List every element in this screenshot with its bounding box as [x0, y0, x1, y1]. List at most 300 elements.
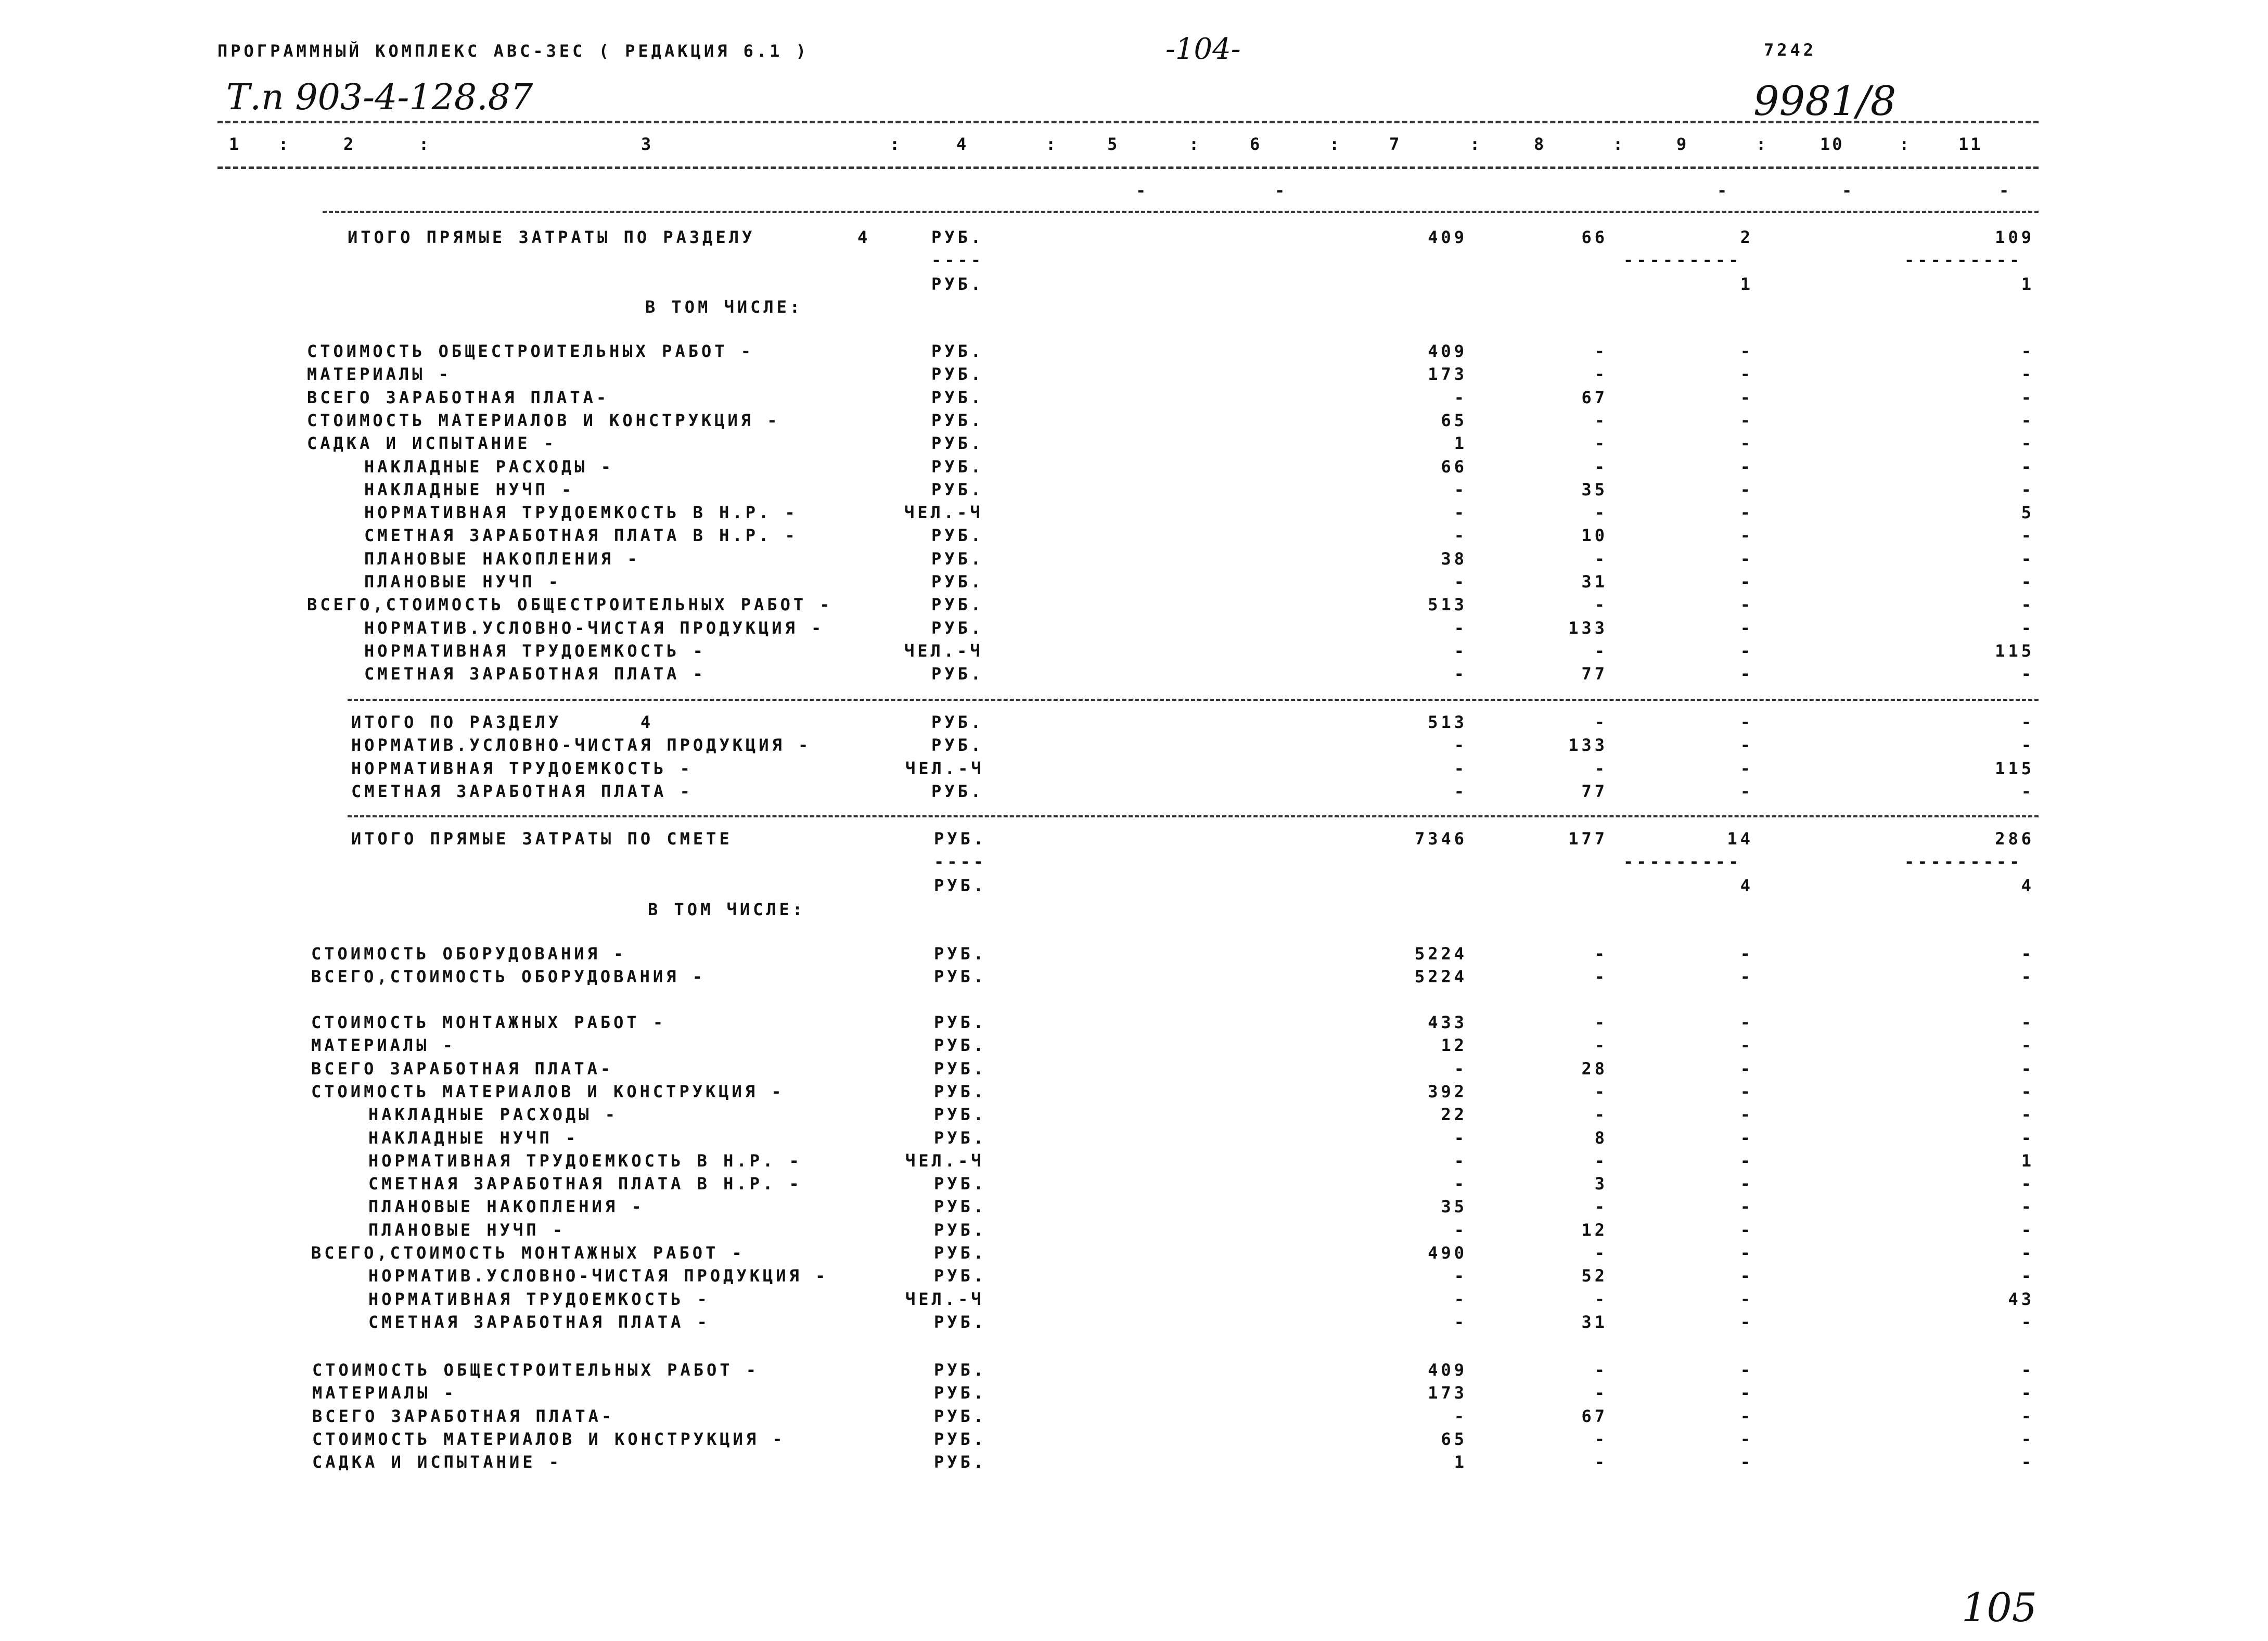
row-value-col8: 35	[1581, 479, 1608, 499]
including-label-1: В ТОМ ЧИСЛЕ:	[645, 297, 803, 317]
row-value-col7: -	[1454, 1220, 1467, 1240]
row-label: НОРМАТИВНАЯ ТРУДОЕМКОСТЬ В Н.Р. -	[364, 503, 798, 523]
row-value-col11: -	[2021, 1406, 2034, 1426]
row-value-col8: -	[1594, 640, 1608, 661]
row-value-col11: -	[2021, 341, 2034, 361]
row-value-col11: -	[2021, 1220, 2034, 1240]
row-unit: РУБ.	[934, 1081, 987, 1101]
row-label: ПЛАНОВЫЕ НАКОПЛЕНИЯ -	[368, 1197, 645, 1217]
row-value-col7: 490	[1428, 1243, 1467, 1263]
row-label: НОРМАТИВНАЯ ТРУДОЕМКОСТЬ В Н.Р. -	[368, 1150, 802, 1171]
row-unit: РУБ.	[934, 1127, 987, 1148]
estimate-total-c9: 14	[1727, 829, 1753, 849]
row-label: НОРМАТИВ.УСЛОВНО-ЧИСТАЯ ПРОДУКЦИЯ -	[368, 1266, 829, 1286]
row-value-col9: -	[1740, 433, 1753, 454]
row-value-col8: -	[1594, 1383, 1608, 1403]
row-label: СТОИМОСТЬ МАТЕРИАЛОВ И КОНСТРУКЦИЯ -	[307, 410, 780, 430]
row-value-col9: -	[1740, 1012, 1753, 1032]
row-value-col7: -	[1454, 503, 1467, 523]
row-value-col9: -	[1740, 525, 1753, 546]
estimate-total-unit2: РУБ.	[934, 876, 987, 895]
project-code: Т.п 903-4-128.87	[226, 77, 533, 118]
column-separator: :	[1046, 134, 1058, 154]
row-value-col8: 133	[1568, 618, 1608, 638]
row-value-col11: -	[2021, 456, 2034, 477]
row-value-col9: -	[1740, 1105, 1753, 1125]
row-value-col7: -	[1454, 758, 1467, 778]
row-unit: РУБ.	[931, 735, 984, 755]
row-value-col9: -	[1740, 410, 1753, 430]
row-label: НОРМАТИВНАЯ ТРУДОЕМКОСТЬ -	[364, 640, 706, 661]
row-label: ВСЕГО ЗАРАБОТНАЯ ПЛАТА-	[312, 1406, 615, 1426]
row-label: МАТЕРИАЛЫ -	[312, 1383, 457, 1403]
row-value-col8: -	[1594, 1197, 1608, 1217]
row-value-col11: -	[2021, 781, 2034, 801]
row-value-col8: -	[1594, 944, 1608, 964]
row-value-col9: -	[1740, 387, 1753, 407]
row-value-col11: -	[2021, 712, 2034, 732]
row-value-col11: -	[2021, 572, 2034, 592]
row-value-col9: -	[1740, 735, 1753, 755]
column-number: 8	[1534, 134, 1546, 154]
row-label: СМЕТНАЯ ЗАРАБОТНАЯ ПЛАТА -	[351, 781, 693, 801]
row-unit: РУБ.	[931, 410, 984, 430]
column-number: 11	[1958, 134, 1983, 154]
row-value-col7: -	[1454, 387, 1467, 407]
row-value-col9: -	[1740, 1174, 1753, 1194]
row-value-col11: -	[2021, 735, 2034, 755]
row-value-col7: 513	[1428, 712, 1467, 732]
row-value-col9: -	[1740, 456, 1753, 477]
row-value-col8: -	[1594, 712, 1608, 732]
row-value-col8: -	[1594, 1452, 1608, 1472]
row-unit: РУБ.	[931, 595, 984, 615]
row-value-col8: 31	[1581, 1312, 1608, 1332]
section-rule	[323, 211, 2039, 213]
row-value-col9: -	[1740, 1452, 1753, 1472]
column-number: 2	[343, 134, 356, 154]
row-value-col9: -	[1740, 595, 1753, 615]
row-value-col11: -	[2021, 595, 2034, 615]
row-unit: РУБ.	[934, 1266, 987, 1286]
row-label: ПЛАНОВЫЕ НУЧП -	[364, 572, 561, 592]
row-label: СМЕТНАЯ ЗАРАБОТНАЯ ПЛАТА В Н.Р. -	[364, 525, 798, 546]
row-unit: РУБ.	[931, 341, 984, 361]
row-unit: РУБ.	[931, 456, 984, 477]
section-total-c8: 66	[1581, 227, 1608, 247]
row-value-col8: -	[1594, 758, 1608, 778]
row-value-col7: -	[1454, 1266, 1467, 1286]
row-value-col9: -	[1740, 640, 1753, 661]
row-value-col8: -	[1594, 1035, 1608, 1056]
row-value-col11: 5	[2021, 503, 2034, 523]
row-value-col11: -	[2021, 1012, 2034, 1032]
row-value-col9: -	[1740, 1429, 1753, 1449]
section-total-unit: РУБ.	[931, 227, 984, 247]
row-value-col9: -	[1740, 572, 1753, 592]
row-value-col7: -	[1454, 640, 1467, 661]
column-separator: :	[278, 134, 291, 154]
row-label: МАТЕРИАЛЫ -	[311, 1035, 456, 1056]
row-value-col8: 77	[1581, 664, 1608, 684]
row-unit: РУБ.	[934, 944, 987, 964]
row-value-col8: 77	[1581, 781, 1608, 801]
row-value-col11: -	[2021, 387, 2034, 407]
row-value-col7: 35	[1441, 1197, 1467, 1217]
row-mark: -	[1842, 181, 1855, 200]
row-value-col7: 409	[1428, 1360, 1467, 1380]
estimate-total-sep-c11: ---------	[1904, 852, 2023, 871]
row-unit: ЧЕЛ.-Ч	[905, 1289, 984, 1309]
row-label: МАТЕРИАЛЫ -	[307, 364, 452, 384]
row-value-col9: -	[1740, 479, 1753, 499]
section-total-c11: 109	[1995, 227, 2034, 247]
row-label: ИТОГО ПО РАЗДЕЛУ 4	[351, 712, 654, 732]
row-value-col11: -	[2021, 967, 2034, 987]
row-label: СМЕТНАЯ ЗАРАБОТНАЯ ПЛАТА В Н.Р. -	[368, 1174, 802, 1194]
row-label: СМЕТНАЯ ЗАРАБОТНАЯ ПЛАТА -	[364, 664, 706, 684]
row-unit: РУБ.	[934, 1012, 987, 1032]
row-label: НАКЛАДНЫЕ НУЧП -	[368, 1127, 579, 1148]
header-bottom-rule	[217, 166, 2039, 169]
row-value-col7: 513	[1428, 595, 1467, 615]
block2-end-rule	[348, 815, 2039, 817]
row-value-col9: -	[1740, 1035, 1753, 1056]
row-value-col9: -	[1740, 1406, 1753, 1426]
row-label: ПЛАНОВЫЕ НАКОПЛЕНИЯ -	[364, 548, 640, 569]
row-label: НАКЛАДНЫЕ НУЧП -	[364, 479, 575, 499]
row-value-col11: -	[2021, 479, 2034, 499]
row-value-col7: 173	[1428, 1383, 1467, 1403]
row-value-col8: 3	[1594, 1174, 1608, 1194]
program-header: ПРОГРАММНЫЙ КОМПЛЕКС АВС-3ЕС ( РЕДАКЦИЯ 6.1 )	[217, 41, 809, 61]
row-value-col7: 1	[1454, 1452, 1467, 1472]
row-value-col11: -	[2021, 1035, 2034, 1056]
row-value-col8: -	[1594, 503, 1608, 523]
column-number: 9	[1676, 134, 1689, 154]
row-value-col9: -	[1740, 758, 1753, 778]
row-value-col11: -	[2021, 1383, 2034, 1403]
row-value-col9: -	[1740, 1197, 1753, 1217]
section-total-number: 4	[857, 227, 871, 247]
row-label: СТОИМОСТЬ МАТЕРИАЛОВ И КОНСТРУКЦИЯ -	[311, 1081, 785, 1101]
row-label: ВСЕГО ЗАРАБОТНАЯ ПЛАТА-	[307, 387, 610, 407]
row-value-col9: -	[1740, 1360, 1753, 1380]
section-total-unit2: РУБ.	[931, 274, 984, 294]
row-value-col11: 115	[1995, 758, 2034, 778]
document-code: 7242	[1764, 40, 1817, 60]
row-value-col11: -	[2021, 1058, 2034, 1079]
row-value-col7: -	[1454, 781, 1467, 801]
row-value-col11: -	[2021, 664, 2034, 684]
row-value-col9: -	[1740, 1081, 1753, 1101]
row-value-col7: -	[1454, 735, 1467, 755]
row-value-col8: -	[1594, 1289, 1608, 1309]
row-label: НОРМАТИВ.УСЛОВНО-ЧИСТАЯ ПРОДУКЦИЯ -	[351, 735, 812, 755]
row-unit: РУБ.	[934, 1406, 987, 1426]
row-value-col9: -	[1740, 503, 1753, 523]
row-value-col7: -	[1454, 1406, 1467, 1426]
column-separator: :	[419, 134, 431, 154]
row-value-col8: -	[1594, 456, 1608, 477]
row-value-col11: -	[2021, 1174, 2034, 1194]
row-value-col9: -	[1740, 1289, 1753, 1309]
row-value-col7: -	[1454, 479, 1467, 499]
row-value-col8: 10	[1581, 525, 1608, 546]
row-label: САДКА И ИСПЫТАНИЕ -	[312, 1452, 562, 1472]
row-unit: РУБ.	[931, 387, 984, 407]
row-value-col11: -	[2021, 1312, 2034, 1332]
row-value-col8: -	[1594, 341, 1608, 361]
row-unit: РУБ.	[934, 1312, 987, 1332]
row-value-col8: -	[1594, 967, 1608, 987]
row-unit: РУБ.	[934, 1058, 987, 1079]
column-separator: :	[1756, 134, 1769, 154]
row-label: НАКЛАДНЫЕ РАСХОДЫ -	[364, 456, 614, 477]
row-label: СТОИМОСТЬ ОБОРУДОВАНИЯ -	[311, 944, 627, 964]
row-unit: РУБ.	[934, 1429, 987, 1449]
section-total-sep-c9: ---------	[1623, 250, 1742, 270]
row-label: СТОИМОСТЬ ОБЩЕСТРОИТЕЛЬНЫХ РАБОТ -	[307, 341, 754, 361]
row-value-col8: 52	[1581, 1266, 1608, 1286]
row-value-col9: -	[1740, 664, 1753, 684]
section-total-label: ИТОГО ПРЯМЫЕ ЗАТРАТЫ ПО РАЗДЕЛУ	[348, 227, 755, 247]
row-value-col7: 38	[1441, 548, 1467, 569]
column-separator: :	[1329, 134, 1342, 154]
page-number: -104-	[1165, 32, 1241, 66]
column-separator: :	[1613, 134, 1625, 154]
row-value-col9: -	[1740, 967, 1753, 987]
row-value-col7: -	[1454, 1289, 1467, 1309]
row-value-col7: -	[1454, 664, 1467, 684]
row-value-col11: -	[2021, 1360, 2034, 1380]
row-value-col7: 22	[1441, 1105, 1467, 1125]
row-value-col9: -	[1740, 944, 1753, 964]
row-value-col11: -	[2021, 1105, 2034, 1125]
row-label: ПЛАНОВЫЕ НУЧП -	[368, 1220, 566, 1240]
row-unit: ЧЕЛ.-Ч	[904, 640, 983, 661]
section-total-sep-c11: ---------	[1904, 250, 2023, 270]
row-value-col8: -	[1594, 364, 1608, 384]
row-value-col8: -	[1594, 410, 1608, 430]
row-value-col9: -	[1740, 548, 1753, 569]
row-value-col7: 409	[1428, 341, 1467, 361]
row-unit: РУБ.	[931, 664, 984, 684]
row-value-col11: -	[2021, 1452, 2034, 1472]
block1-end-rule	[348, 699, 2039, 701]
row-value-col11: -	[2021, 410, 2034, 430]
row-value-col11: -	[2021, 1243, 2034, 1263]
row-value-col7: 65	[1441, 1429, 1467, 1449]
row-value-col7: -	[1454, 618, 1467, 638]
row-label: НОРМАТИВ.УСЛОВНО-ЧИСТАЯ ПРОДУКЦИЯ -	[364, 618, 825, 638]
row-value-col8: -	[1594, 1012, 1608, 1032]
row-unit: РУБ.	[931, 781, 984, 801]
row-unit: РУБ.	[931, 572, 984, 592]
column-number: 10	[1820, 134, 1844, 154]
row-value-col8: 12	[1581, 1220, 1608, 1240]
row-unit: РУБ.	[931, 618, 984, 638]
row-value-col7: -	[1454, 1174, 1467, 1194]
row-value-col9: -	[1740, 364, 1753, 384]
row-value-col11: -	[2021, 618, 2034, 638]
row-value-col7: -	[1454, 1058, 1467, 1079]
row-value-col11: -	[2021, 1127, 2034, 1148]
section-total-c9b: 1	[1740, 274, 1753, 294]
row-value-col7: -	[1454, 525, 1467, 546]
row-value-col9: -	[1740, 618, 1753, 638]
row-label: СМЕТНАЯ ЗАРАБОТНАЯ ПЛАТА -	[368, 1312, 710, 1332]
row-mark: -	[1136, 181, 1149, 200]
row-value-col9: -	[1740, 1312, 1753, 1332]
row-mark: -	[1999, 181, 2013, 200]
row-value-col11: -	[2021, 1429, 2034, 1449]
header-top-rule	[217, 121, 2039, 123]
column-number: 3	[641, 134, 654, 154]
column-number: 7	[1389, 134, 1402, 154]
row-unit: РУБ.	[931, 479, 984, 499]
row-value-col8: 28	[1581, 1058, 1608, 1079]
row-value-col8: -	[1594, 1081, 1608, 1101]
row-unit: РУБ.	[931, 433, 984, 454]
estimate-total-c11: 286	[1995, 829, 2034, 849]
row-value-col8: -	[1594, 548, 1608, 569]
row-value-col9: -	[1740, 1243, 1753, 1263]
row-unit: РУБ.	[934, 1360, 987, 1380]
row-unit: ЧЕЛ.-Ч	[905, 758, 984, 778]
row-value-col7: 1	[1454, 433, 1467, 454]
estimate-total-label: ИТОГО ПРЯМЫЕ ЗАТРАТЫ ПО СМЕТЕ	[351, 829, 733, 849]
row-value-col11: -	[2021, 364, 2034, 384]
estimate-total-unit-dashes: ----	[934, 852, 987, 871]
row-unit: РУБ.	[934, 1220, 987, 1240]
row-label: НОРМАТИВНАЯ ТРУДОЕМКОСТЬ -	[351, 758, 693, 778]
column-number: 6	[1250, 134, 1262, 154]
row-label: ВСЕГО,СТОИМОСТЬ МОНТАЖНЫХ РАБОТ -	[311, 1243, 745, 1263]
row-label: СТОИМОСТЬ МОНТАЖНЫХ РАБОТ -	[311, 1012, 667, 1032]
row-unit: РУБ.	[934, 1243, 987, 1263]
row-unit: РУБ.	[934, 1383, 987, 1403]
column-separator: :	[890, 134, 902, 154]
row-mark: -	[1717, 181, 1731, 200]
row-value-col8: 67	[1581, 387, 1608, 407]
footer-page-number: 105	[1962, 1584, 2038, 1631]
row-value-col9: -	[1740, 1150, 1753, 1171]
row-value-col11: 43	[2008, 1289, 2034, 1309]
row-label: НАКЛАДНЫЕ РАСХОДЫ -	[368, 1105, 619, 1125]
row-value-col9: -	[1740, 712, 1753, 732]
row-value-col7: 173	[1428, 364, 1467, 384]
column-number: 1	[229, 134, 241, 154]
row-unit: РУБ.	[934, 1174, 987, 1194]
row-value-col8: 8	[1594, 1127, 1608, 1148]
estimate-total-c11b: 4	[2021, 876, 2034, 895]
row-value-col7: -	[1454, 1150, 1467, 1171]
row-unit: РУБ.	[934, 1452, 987, 1472]
row-label: ВСЕГО ЗАРАБОТНАЯ ПЛАТА-	[311, 1058, 614, 1079]
row-value-col9: -	[1740, 1266, 1753, 1286]
column-number: 5	[1107, 134, 1120, 154]
row-value-col11: 115	[1995, 640, 2034, 661]
row-value-col11: -	[2021, 1197, 2034, 1217]
row-value-col9: -	[1740, 1127, 1753, 1148]
estimate-total-c7: 7346	[1414, 829, 1467, 849]
row-value-col7: 392	[1428, 1081, 1467, 1101]
estimate-total-sep-c9: ---------	[1623, 852, 1742, 871]
row-value-col9: -	[1740, 781, 1753, 801]
row-value-col11: 1	[2021, 1150, 2034, 1171]
column-separator: :	[1899, 134, 1912, 154]
row-unit: РУБ.	[931, 548, 984, 569]
row-unit: ЧЕЛ.-Ч	[904, 503, 983, 523]
column-separator: :	[1470, 134, 1482, 154]
row-value-col11: -	[2021, 433, 2034, 454]
row-value-col7: -	[1454, 1127, 1467, 1148]
section-total-unit-dashes: ----	[931, 250, 984, 270]
estimate-total-c9b: 4	[1740, 876, 1753, 895]
row-value-col7: -	[1454, 1312, 1467, 1332]
row-unit: РУБ.	[934, 1197, 987, 1217]
row-unit: РУБ.	[931, 525, 984, 546]
row-label: СТОИМОСТЬ ОБЩЕСТРОИТЕЛЬНЫХ РАБОТ -	[312, 1360, 760, 1380]
row-unit: РУБ.	[934, 1105, 987, 1125]
row-value-col8: -	[1594, 1150, 1608, 1171]
row-value-col8: -	[1594, 1243, 1608, 1263]
row-value-col8: 31	[1581, 572, 1608, 592]
row-value-col8: 67	[1581, 1406, 1608, 1426]
row-value-col8: -	[1594, 1429, 1608, 1449]
row-unit: ЧЕЛ.-Ч	[905, 1150, 984, 1171]
estimate-total-c8: 177	[1568, 829, 1608, 849]
column-separator: :	[1189, 134, 1201, 154]
including-label-2: В ТОМ ЧИСЛЕ:	[648, 900, 806, 919]
row-value-col7: 66	[1441, 456, 1467, 477]
section-total-c9: 2	[1740, 227, 1753, 247]
row-value-col8: -	[1594, 1105, 1608, 1125]
row-value-col7: 433	[1428, 1012, 1467, 1032]
row-value-col7: 12	[1441, 1035, 1467, 1056]
row-value-col9: -	[1740, 1220, 1753, 1240]
row-unit: РУБ.	[931, 712, 984, 732]
row-value-col11: -	[2021, 944, 2034, 964]
row-value-col8: -	[1594, 433, 1608, 454]
section-total-c7: 409	[1428, 227, 1467, 247]
row-unit: РУБ.	[934, 967, 987, 987]
row-value-col9: -	[1740, 1058, 1753, 1079]
row-value-col9: -	[1740, 341, 1753, 361]
row-label: ВСЕГО,СТОИМОСТЬ ОБОРУДОВАНИЯ -	[311, 967, 706, 987]
row-unit: РУБ.	[934, 1035, 987, 1056]
row-value-col8: -	[1594, 1360, 1608, 1380]
row-value-col7: 5224	[1414, 967, 1467, 987]
row-value-col11: -	[2021, 548, 2034, 569]
column-number: 4	[956, 134, 969, 154]
row-value-col8: -	[1594, 595, 1608, 615]
row-value-col7: -	[1454, 572, 1467, 592]
row-mark: -	[1275, 181, 1288, 200]
row-label: НОРМАТИВНАЯ ТРУДОЕМКОСТЬ -	[368, 1289, 710, 1309]
sheet-code: 9981/8	[1753, 78, 1897, 125]
section-total-c11b: 1	[2021, 274, 2034, 294]
row-value-col8: 133	[1568, 735, 1608, 755]
row-label: СТОИМОСТЬ МАТЕРИАЛОВ И КОНСТРУКЦИЯ -	[312, 1429, 786, 1449]
row-value-col9: -	[1740, 1383, 1753, 1403]
row-value-col7: 65	[1441, 410, 1467, 430]
row-unit: РУБ.	[931, 364, 984, 384]
estimate-total-unit: РУБ.	[934, 829, 987, 849]
row-value-col7: 5224	[1414, 944, 1467, 964]
row-value-col11: -	[2021, 1266, 2034, 1286]
